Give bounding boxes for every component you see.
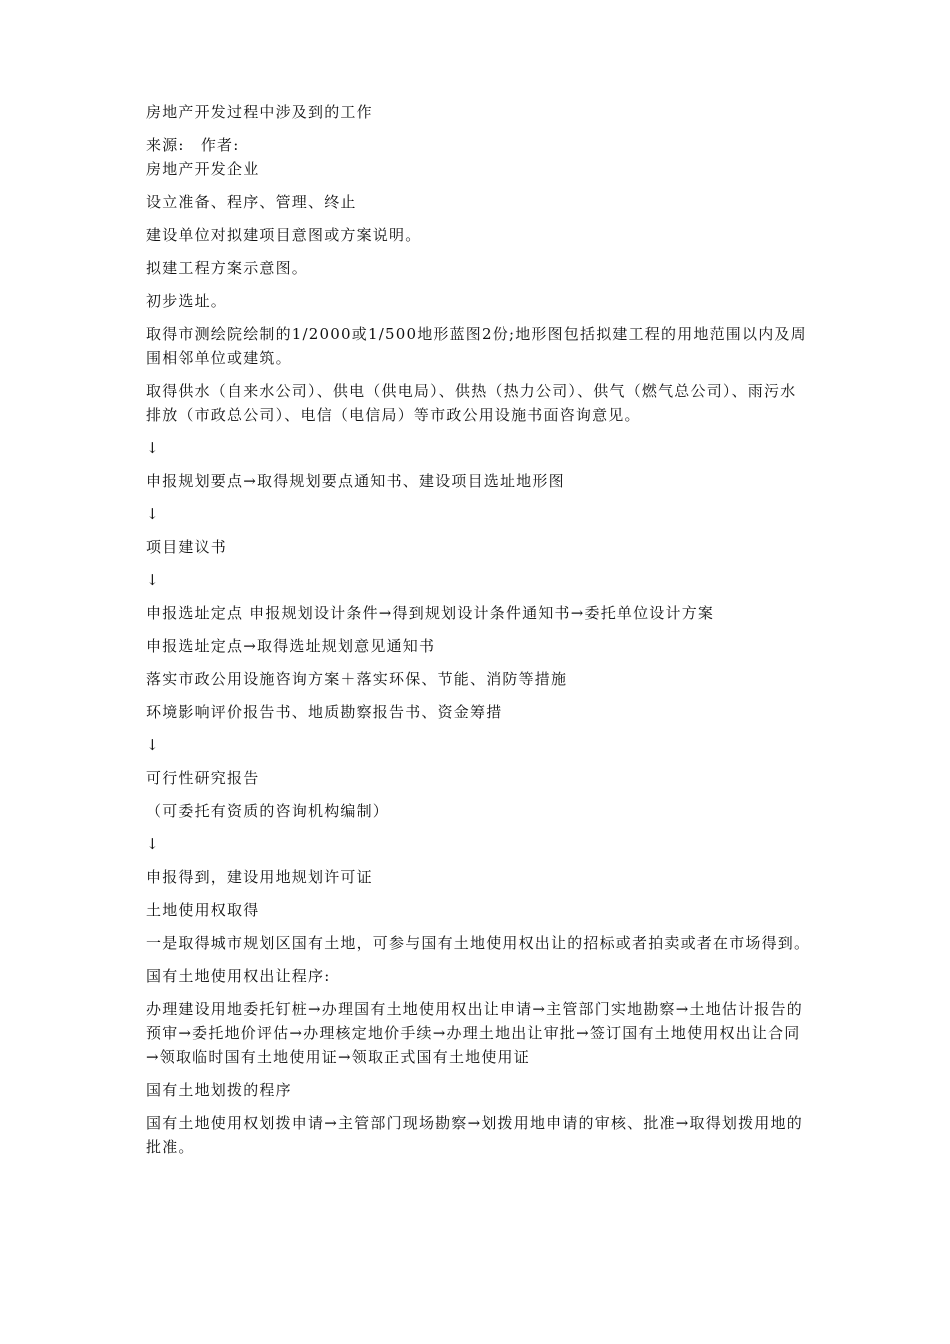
down-arrow-icon: ↓ — [146, 571, 159, 589]
section-heading: 国有土地使用权出让程序: — [146, 967, 331, 985]
down-arrow-icon: ↓ — [146, 439, 159, 457]
paragraph: 房地产开发企业 — [146, 160, 260, 178]
paragraph: 初步选址。 — [146, 292, 228, 310]
paragraph: 办理建设用地委托钉桩→办理国有土地使用权出让申请→主管部门实地勘察→土地估计报告的预审→委托地价评估→办理核定地价手续→办理土地出让审批→签订国有土地使用权出让合同→领取临时国有土地使用证→领取正式国有土地使用证 — [146, 1000, 803, 1066]
paragraph: 建设单位对拟建项目意图或方案说明。 — [146, 226, 422, 244]
down-arrow-icon: ↓ — [146, 505, 159, 523]
source-line: 来源: 作者: — [146, 136, 240, 154]
paragraph: 可行性研究报告 — [146, 769, 260, 787]
down-arrow-icon: ↓ — [146, 835, 159, 853]
paragraph: 项目建议书 — [146, 538, 228, 556]
paragraph: 取得市测绘院绘制的1/2000或1/500地形蓝图2份;地形图包括拟建工程的用地范围以内及周围相邻单位或建筑。 — [146, 325, 807, 367]
paragraph: 申报得到，建设用地规划许可证 — [146, 868, 373, 886]
paragraph: 拟建工程方案示意图。 — [146, 259, 309, 277]
paragraph: 环境影响评价报告书、地质勘察报告书、资金筹措 — [146, 703, 503, 721]
document-title: 房地产开发过程中涉及到的工作 — [146, 103, 373, 121]
section-heading: 国有土地划拨的程序 — [146, 1081, 292, 1099]
paragraph: 申报选址定点→取得选址规划意见通知书 — [146, 637, 436, 655]
paragraph: 申报选址定点 申报规划设计条件→得到规划设计条件通知书→委托单位设计方案 — [146, 604, 715, 622]
down-arrow-icon: ↓ — [146, 736, 159, 754]
document-page — [146, 100, 812, 1159]
paragraph: 申报规划要点→取得规划要点通知书、建设项目选址地形图 — [146, 472, 565, 490]
section-heading: 土地使用权取得 — [146, 901, 260, 919]
paragraph: 取得供水（自来水公司）、供电（供电局）、供热（热力公司）、供气（燃气总公司）、雨污水排放（市政总公司）、电信（电信局）等市政公用设施书面咨询意见。 — [146, 382, 797, 424]
paragraph: 落实市政公用设施咨询方案＋落实环保、节能、消防等措施 — [146, 670, 568, 688]
paragraph: 一是取得城市规划区国有土地，可参与国有土地使用权出让的招标或者拍卖或者在市场得到。 — [146, 934, 811, 952]
paragraph: 设立准备、程序、管理、终止 — [146, 193, 357, 211]
paragraph: （可委托有资质的咨询机构编制） — [146, 802, 390, 820]
paragraph: 国有土地使用权划拨申请→主管部门现场勘察→划拨用地申请的审核、批准→取得划拨用地的批准。 — [146, 1114, 803, 1156]
